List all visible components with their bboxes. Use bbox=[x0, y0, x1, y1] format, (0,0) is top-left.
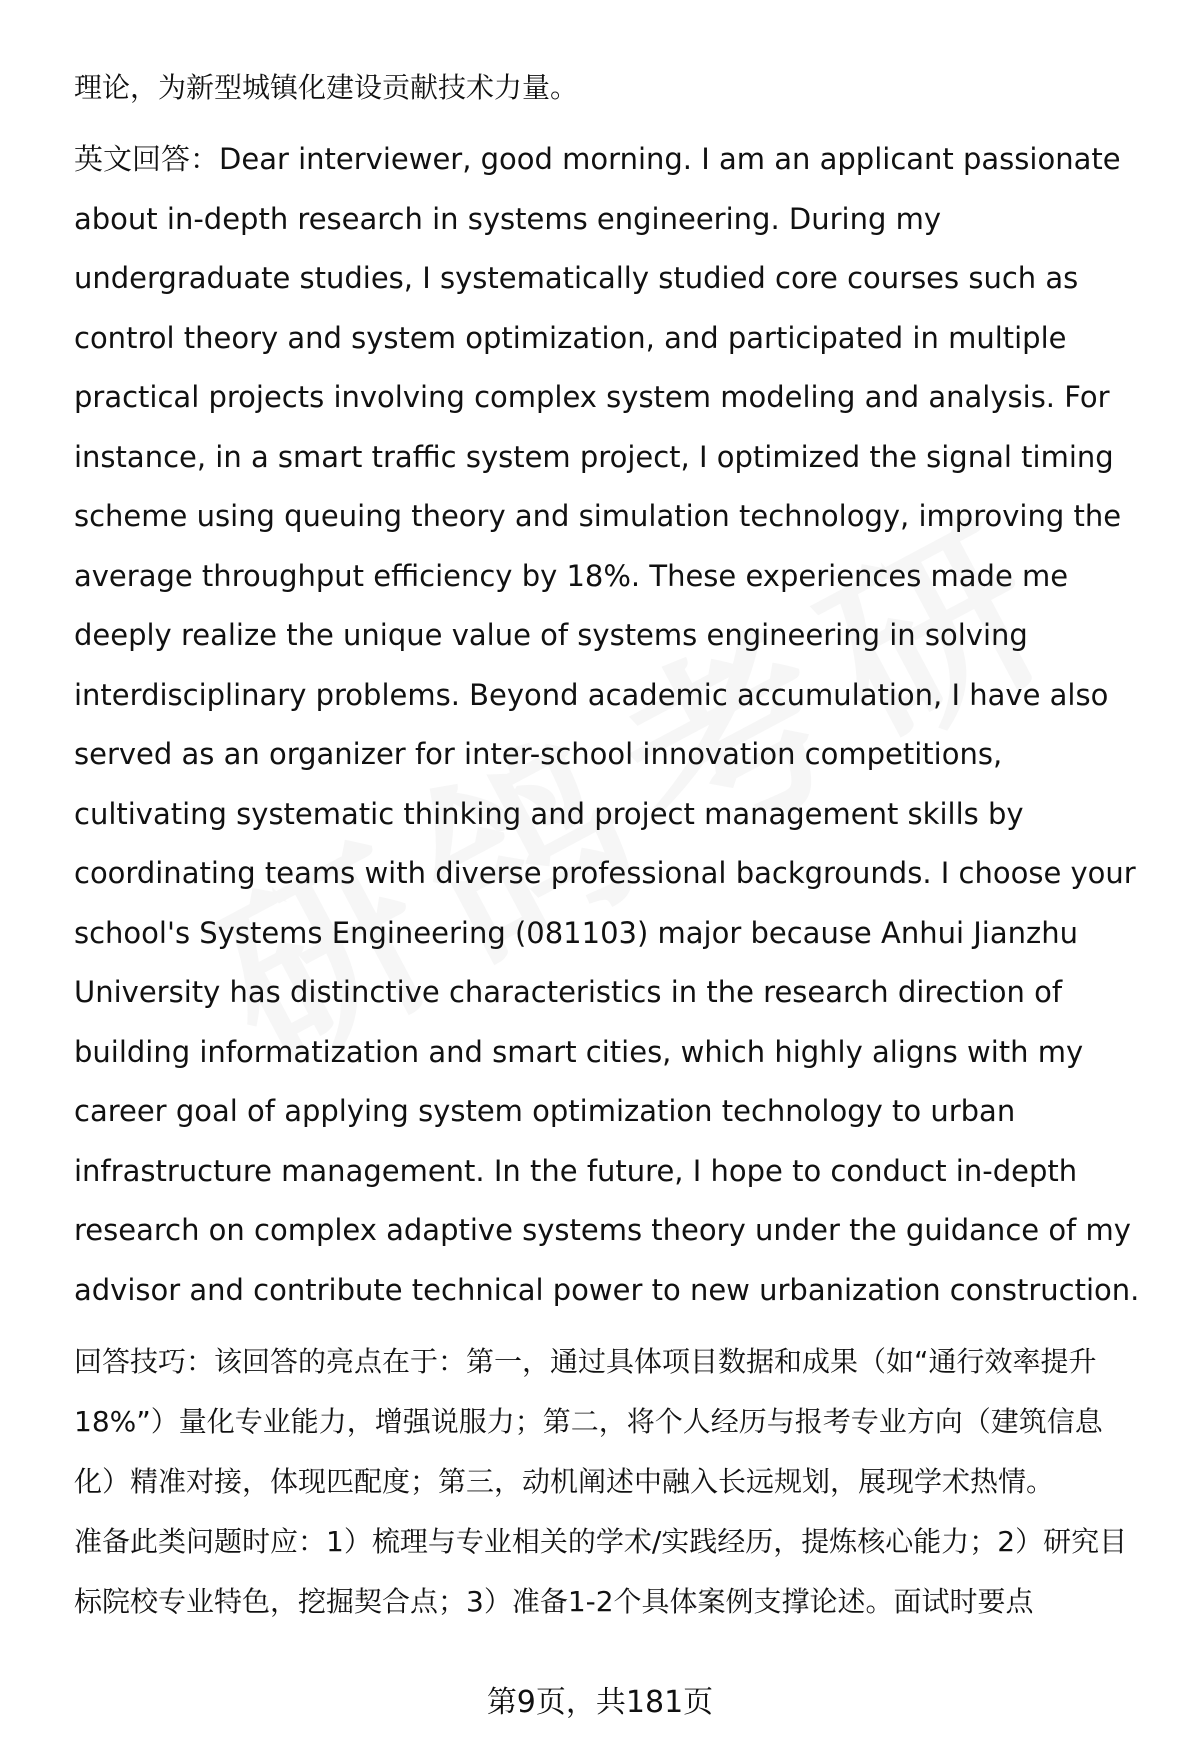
english-answer-paragraph bbox=[74, 130, 1144, 1320]
continuation-paragraph: 理论，为新型城镇化建设贡献技术力量。 bbox=[74, 71, 579, 104]
answer-tips-text: 该回答的亮点在于：第一，通过具体项目数据和成果（如“通行效率提升18%”）量化专业能力，增强说服力；第二，将个人经历与报考专业方向（建筑信息化）精准对接，体现匹配度；第三，动机阐述中融入长远规划，展现学术热情。 bbox=[74, 1345, 1103, 1498]
answer-tips-label: 回答技巧： bbox=[74, 1345, 215, 1378]
page-footer: 第9页，共181页 bbox=[486, 1685, 714, 1720]
english-answer-label: 英文回答： bbox=[74, 142, 220, 176]
preparation-paragraph: 准备此类问题时应：1）梳理与专业相关的学术/实践经历，提炼核心能力；2）研究目标院校专业特色，挖掘契合点；3）准备1-2个具体案例支撑论述。面试时要点 bbox=[74, 1525, 1128, 1618]
english-answer-text: Dear interviewer, good morning. I am an applicant passionate about in-depth research in systems engineering. During my undergraduate studies, I systematically studied core courses such as control theory and system optimization, and participated in multiple practical projects involving complex system modeling and analysis. For instance, in a smart traffic system project, I optimized the signal timing scheme using queuing theory and simulation technology, improving the average throughput efficiency by 18%. These experiences made me deeply realize the unique value of systems engineering in solving interdisciplinary problems. Beyond academic accumulation, I have also served as an organizer for inter-school innovation competitions, cultivating systematic thinking and project management skills by coordinating teams with diverse professional backgrounds. I choose your school's Systems Engineering (081103) major because Anhui Jianzhu University has distinctive characteristics in the research direction of building informatization and smart cities, which highly aligns with my career goal of applying system optimization technology to urban infrastructure management. In the future, I hope to conduct in-depth research on complex adaptive systems theory under the guidance of my advisor and contribute technical power to new urbanization construction. bbox=[74, 142, 1140, 1307]
page-content bbox=[74, 58, 1144, 1632]
answer-tips-paragraph bbox=[74, 1332, 1144, 1512]
